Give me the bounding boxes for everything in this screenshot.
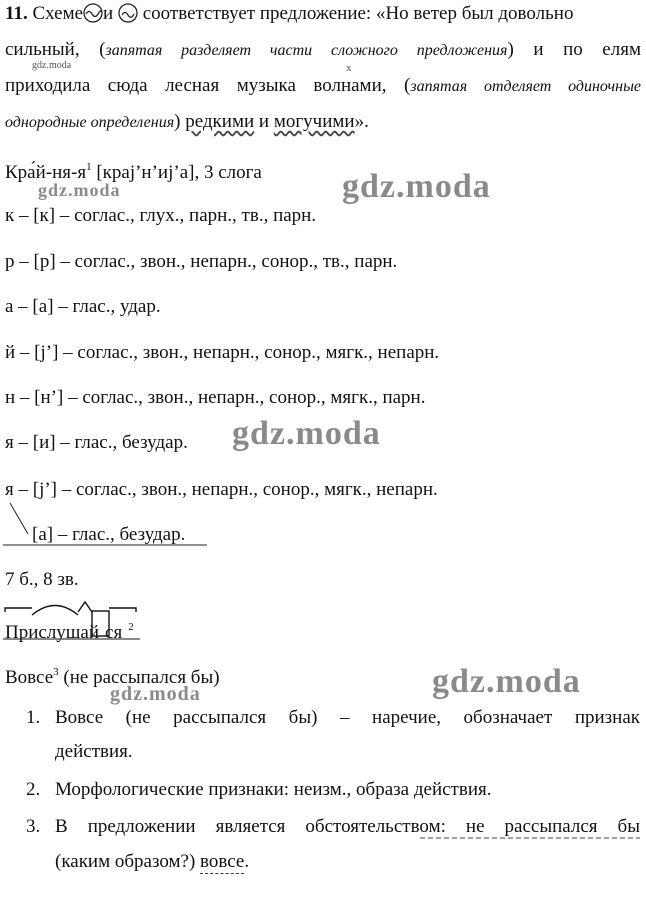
morph-title-sup: 3 — [53, 666, 59, 678]
task-matches: соответствует предложение: «Но ветер был довольно — [142, 3, 574, 24]
comment-2b: однородные определения — [5, 114, 175, 131]
morph-item-line: Вовсе (не рассыпался бы) – наречие, обозначает признак — [55, 707, 640, 728]
morph-title-rest: (не рассыпался бы) — [63, 667, 220, 688]
phonetic-row: а – [а] – глас., удар. — [5, 296, 161, 317]
morpheme-sup: 2 — [128, 621, 134, 633]
morph-question: (каким образом?) — [55, 851, 196, 872]
morph-period: . — [244, 851, 250, 872]
phonetic-row-last: [а] – глас., безудар. — [32, 524, 186, 545]
task-line2-end: ) и по елям — [507, 39, 641, 60]
watermark-2: gdz.moda — [232, 415, 381, 452]
morpheme-main: Прислушай — [5, 622, 100, 643]
comment-2a: запятая отделяет одиночные — [410, 78, 642, 95]
phonetic-row: я – [и] – глас., безудар. — [5, 432, 188, 453]
phonetic-word: Кра́й-ня-я — [5, 162, 87, 183]
comment-1: запятая разделяет части сложного предложения — [105, 42, 508, 59]
phonetic-word-sup: 1 — [86, 161, 92, 173]
task-line3-start: приходила сюда лесная музыка волнами, ( — [5, 75, 411, 96]
phonetic-row: р – [р] – соглас., звон., непарн., сонор., тв., парн. — [5, 251, 398, 272]
morph-item-num: 3. — [26, 816, 41, 837]
watermark-small: gdz.moda — [32, 60, 72, 71]
task-line2-start: сильный, ( — [5, 39, 106, 60]
phonetic-row: к – [к] – соглас., глух., парн., тв., парн. — [5, 205, 317, 226]
watermark-3: gdz.moda — [432, 663, 581, 700]
morph-item-num: 2. — [26, 779, 41, 800]
watermark-small-2: gdz.moda — [38, 180, 121, 200]
word-1: редкими — [185, 111, 255, 132]
word-2: могучими — [273, 111, 355, 132]
morph-item-line: действия. — [55, 741, 133, 762]
phonetic-summary: 7 б., 8 зв. — [5, 569, 79, 590]
task-intro: Схеме — [32, 3, 84, 24]
watermark-small-3: gdz.moda — [110, 683, 201, 705]
phonetic-transcription: [крај’н’иј’а], 3 слога — [96, 162, 262, 183]
task-and-2: и — [258, 111, 270, 132]
task-end-quote: ». — [354, 111, 369, 132]
phonetic-row: н – [н’] – соглас., звон., непарн., сонор., мягк., парн. — [5, 387, 426, 408]
morph-item-line: Морфологические признаки: неизм., образа действия. — [55, 779, 492, 800]
phonetic-row: й – [j’] – соглас., звон., непарн., сонор., мягк., непарн. — [5, 342, 440, 363]
phonetic-row: я – [j’] – соглас., звон., непарн., сонор., мягк., непарн. — [5, 479, 438, 500]
morph-title-word: Вовсе — [5, 667, 54, 688]
morpheme-end: ся — [105, 622, 123, 643]
morph-item-num: 1. — [26, 707, 41, 728]
morph-item-line: В предложении является обстоятельством: не рассыпался бы — [55, 816, 640, 837]
x-mark: х — [346, 62, 352, 74]
task-and: и — [103, 3, 114, 24]
task-line4-paren: ) — [174, 111, 181, 132]
watermark-1: gdz.moda — [342, 168, 491, 205]
morph-underlined-word: вовсе — [200, 851, 245, 872]
task-number: 11. — [5, 3, 28, 24]
